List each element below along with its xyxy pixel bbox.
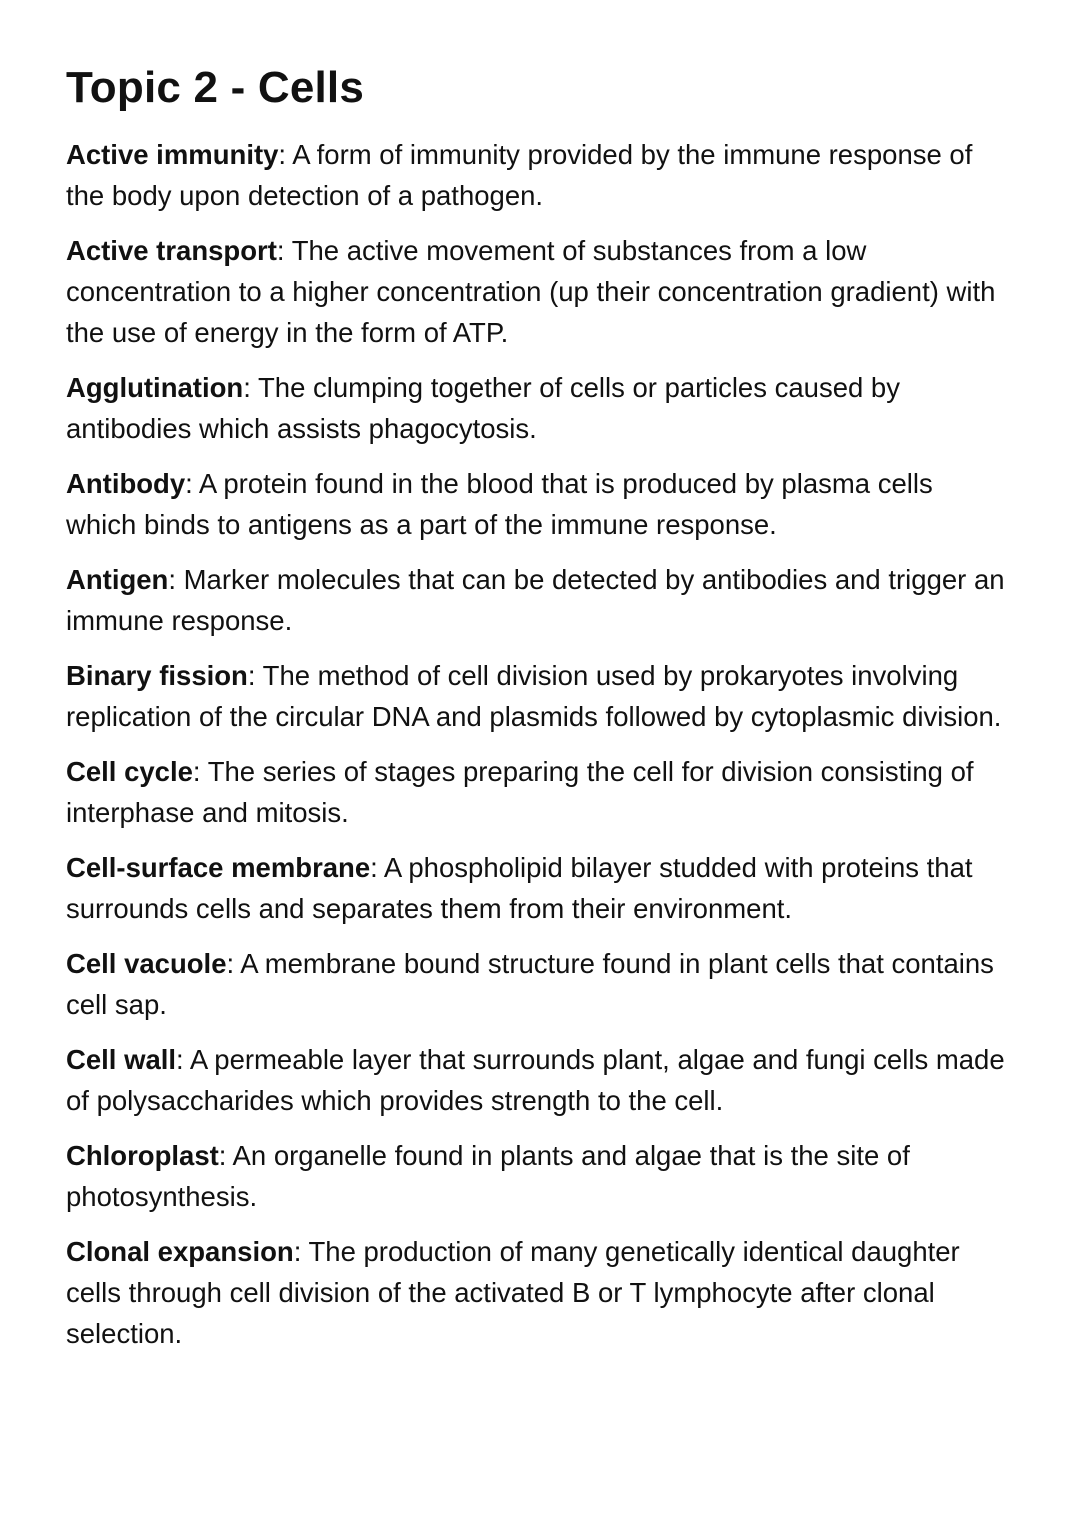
glossary-term: Binary fission (66, 660, 248, 692)
glossary-definition: The active movement of substances from a low concentration to a higher concentration (up their concentration gradient) with the use of energy in the form of ATP. (66, 235, 996, 349)
glossary-entry-cell-vacuole: Cell vacuole: A membrane bound structure found in plant cells that contains cell sap. (66, 948, 994, 1021)
glossary-definition: The series of stages preparing the cell for division consisting of interphase and mitosis. (66, 756, 974, 829)
glossary-definition: The production of many genetically identical daughter cells through cell division of the activated B or T lymphocyte after clonal selection. (66, 1236, 960, 1350)
glossary-entry-agglutination: Agglutination: The clumping together of cells or particles caused by antibodies which assists phagocytosis. (66, 372, 900, 445)
glossary-term: Cell vacuole (66, 948, 227, 980)
glossary-definition: A form of immunity provided by the immune response of the body upon detection of a pathogen. (66, 139, 973, 212)
glossary-term: Cell-surface membrane (66, 852, 371, 884)
glossary-term: Agglutination (66, 372, 244, 404)
glossary-definition: Marker molecules that can be detected by antibodies and trigger an immune response. (66, 564, 1005, 637)
glossary-term: Antigen (66, 564, 169, 596)
glossary-definition: The clumping together of cells or particles caused by antibodies which assists phagocytosis. (66, 372, 900, 445)
glossary-entry-antibody: Antibody: A protein found in the blood that is produced by plasma cells which binds to antigens as a part of the immune response. (66, 468, 933, 541)
glossary-definition: A phospholipid bilayer studded with proteins that surrounds cells and separates them from their environment. (66, 852, 973, 925)
glossary-entry-binary-fission: Binary fission: The method of cell division used by prokaryotes involving replication of the circular DNA and plasmids followed by cytoplasmic division. (66, 660, 1002, 733)
glossary-definition: A protein found in the blood that is produced by plasma cells which binds to antigens as a part of the immune response. (66, 468, 933, 541)
glossary-term: Chloroplast (66, 1140, 219, 1172)
glossary-term: Clonal expansion (66, 1236, 294, 1268)
glossary-definition: The method of cell division used by prokaryotes involving replication of the circular DNA and plasmids followed by cytoplasmic division. (66, 660, 1002, 733)
glossary-term: Cell cycle (66, 756, 193, 788)
glossary-entry-antigen: Antigen: Marker molecules that can be detected by antibodies and trigger an immune response. (66, 564, 1005, 637)
glossary-entry-active-transport: Active transport: The active movement of substances from a low concentration to a higher concentration (up their concentration gradient) with the use of energy in the form of ATP. (66, 235, 996, 349)
glossary-term: Antibody (66, 468, 186, 500)
glossary-term: Cell wall (66, 1044, 177, 1076)
glossary-entry-clonal-expansion: Clonal expansion: The production of many genetically identical daughter cells through cell division of the activated B or T lymphocyte after clonal selection. (66, 1236, 960, 1350)
glossary-definition: A permeable layer that surrounds plant, algae and fungi cells made of polysaccharides which provides strength to the cell. (66, 1044, 1005, 1117)
glossary-entry-cell-wall: Cell wall: A permeable layer that surrounds plant, algae and fungi cells made of polysaccharides which provides strength to the cell. (66, 1044, 1005, 1117)
glossary-term: Active immunity (66, 139, 279, 171)
page-title: Topic 2 - Cells (66, 63, 365, 112)
glossary-entry-active-immunity: Active immunity: A form of immunity provided by the immune response of the body upon detection of a pathogen. (66, 139, 973, 212)
glossary-entry-cell-cycle: Cell cycle: The series of stages preparing the cell for division consisting of interphase and mitosis. (66, 756, 974, 829)
glossary-definition: A membrane bound structure found in plant cells that contains cell sap. (66, 948, 994, 1021)
glossary-entry-cell-surface-membrane: Cell-surface membrane: A phospholipid bilayer studded with proteins that surrounds cells and separates them from their environment. (66, 852, 973, 925)
glossary-definition: An organelle found in plants and algae that is the site of photosynthesis. (66, 1140, 910, 1213)
glossary-term: Active transport (66, 235, 277, 267)
glossary-entry-chloroplast: Chloroplast: An organelle found in plants and algae that is the site of photosynthesis. (66, 1140, 910, 1213)
